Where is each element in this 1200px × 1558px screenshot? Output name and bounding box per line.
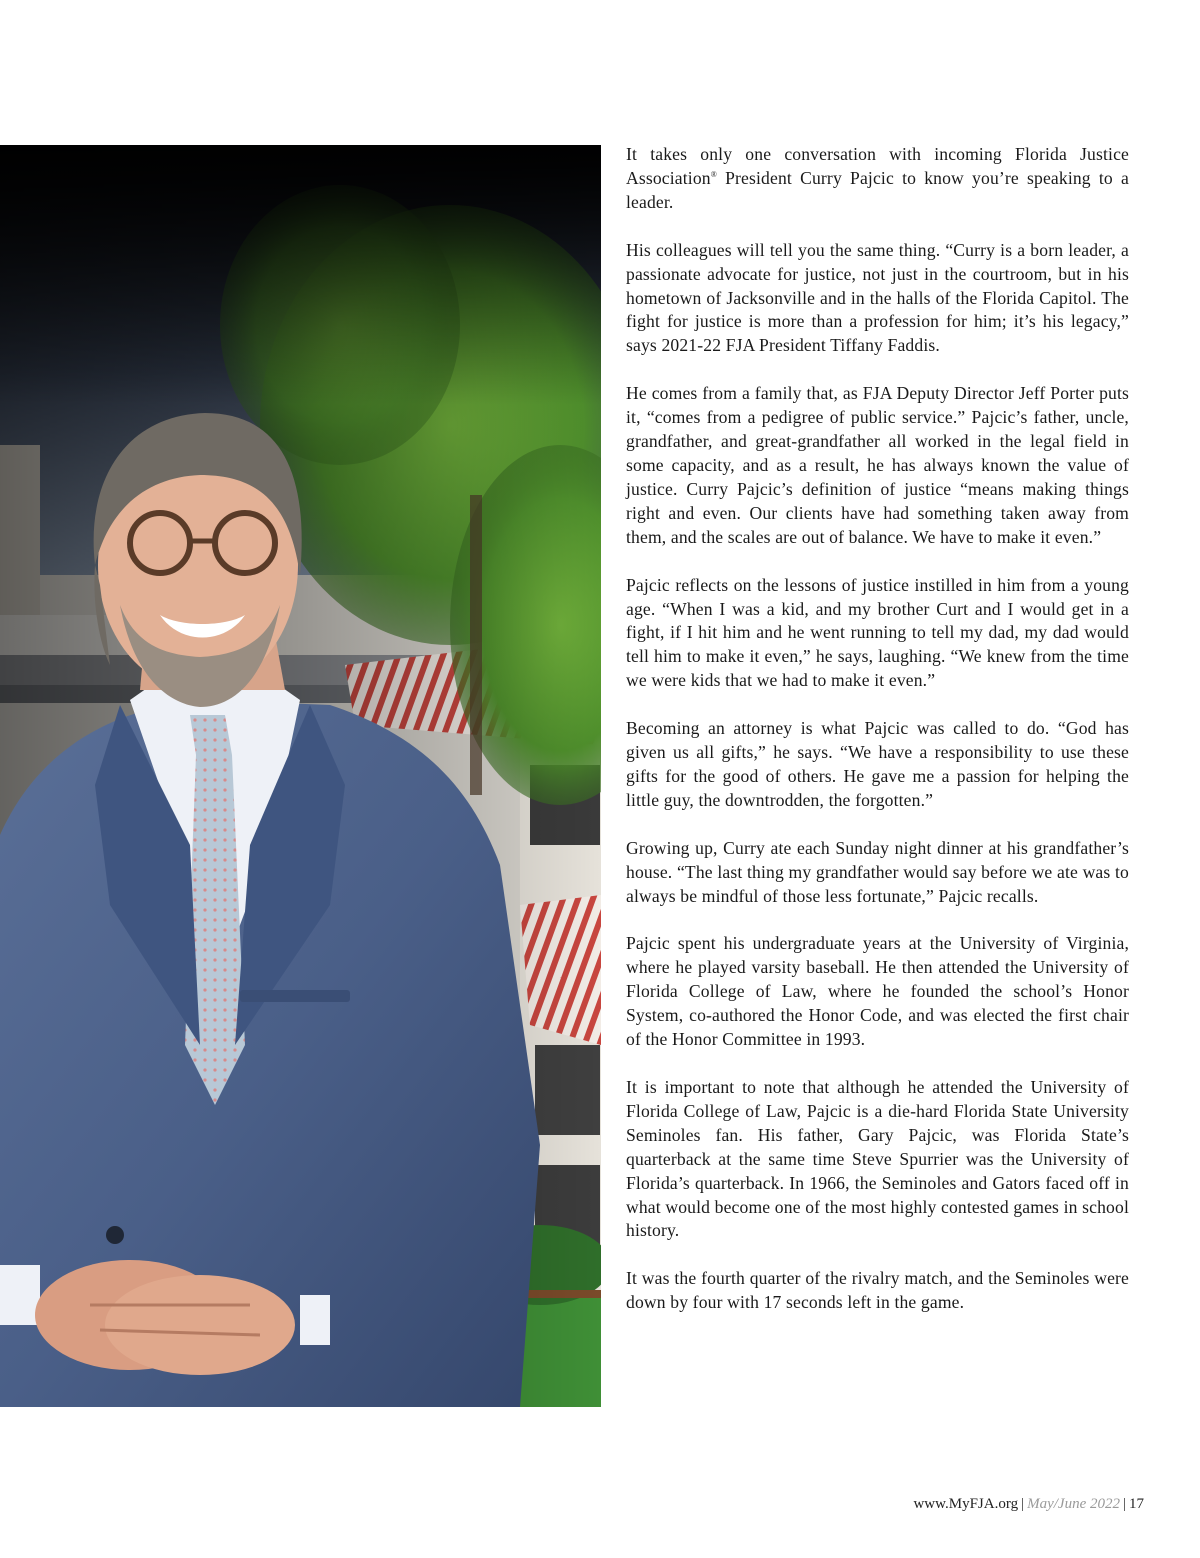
paragraph-text: President Curry Pajcic to know you’re speaking to a leader. bbox=[626, 167, 1129, 212]
article-paragraph: He comes from a family that, as FJA Deputy Director Jeff Porter puts it, “comes from a pedigree of public service.” Pajcic’s father, uncle, grandfather, and great-grandfather all worked in the legal field in some capacity, and as a result, he has always known the value of justice. Curry Pajcic’s definition of justice “means making things right and even. Our clients have had something taken away from them, and the scales are out of balance. We have to make it even.” bbox=[626, 383, 1129, 547]
article-paragraph: Becoming an attorney is what Pajcic was called to do. “God has given us all gifts,” he says. “We have a responsibility to use these gifts for the good of others. He gave me a passion for helping the little guy, the downtrodden, the forgotten.” bbox=[626, 718, 1129, 810]
footer-separator: | bbox=[1122, 1496, 1126, 1512]
page-number: 17 bbox=[1129, 1496, 1144, 1512]
article-paragraph: It is important to note that although he attended the University of Florida College of Law, Pajcic is a die-hard Florida State University Seminoles fan. His father, Gary Pajcic, was Florida State’s quarterback at the same time Steve Spurrier was the University of Florida’s quarterback. In 1966, the Seminoles and Gators faced off in what would become one of the most highly contested games in school history. bbox=[626, 1077, 1129, 1241]
footer-separator: | bbox=[1021, 1496, 1025, 1512]
paragraph-text: It takes only one conversation with incoming Florida Justice Association bbox=[626, 144, 1129, 188]
article-paragraph bbox=[626, 143, 1129, 215]
portrait-photo bbox=[0, 145, 601, 1407]
article-paragraph: It was the fourth quarter of the rivalry match, and the Seminoles were down by four with 17 seconds left in the game. bbox=[626, 1268, 1129, 1313]
issue-date: May/June 2022 bbox=[1027, 1496, 1120, 1512]
article-paragraph: Pajcic spent his undergraduate years at the University of Virginia, where he played varsity baseball. He then attended the University of Florida College of Law, where he founded the school’s Honor System, co-authored the Honor Code, and was elected the first chair of the Honor Committee in 1993. bbox=[626, 933, 1129, 1050]
article-paragraph: His colleagues will tell you the same thing. “Curry is a born leader, a passionate advocate for justice, not just in the courtroom, but in his hometown of Jacksonville and in the halls of the Florida Capitol. The fight for justice is more than a profession for him; it’s his legacy,” says 2021-22 FJA President Tiffany Faddis. bbox=[626, 239, 1129, 356]
registered-mark: ® bbox=[710, 170, 717, 180]
page-footer bbox=[913, 1496, 1144, 1513]
article-paragraph: Pajcic reflects on the lessons of justice instilled in him from a young age. “When I was a kid, and my brother Curt and I would get in a fight, if I hit him and he went running to tell my dad, my dad would tell him to make it even,” he says, laughing. “We knew from the time we were kids that we had to make it even.” bbox=[626, 574, 1129, 691]
article-paragraph: Growing up, Curry ate each Sunday night dinner at his grandfather’s house. “The last thing my grandfather would say before we ate was to always be mindful of those less fortunate,” Pajcic recalls. bbox=[626, 837, 1129, 906]
article-body bbox=[626, 143, 1129, 1339]
website-url: www.MyFJA.org bbox=[913, 1496, 1019, 1512]
